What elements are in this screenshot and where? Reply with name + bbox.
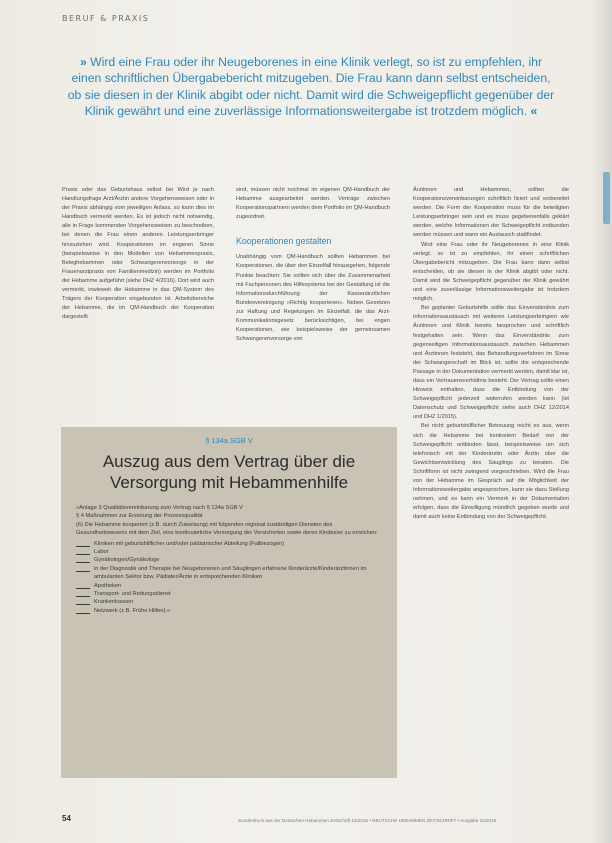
info-box-intro-1: »Anlage 3 Qualitätsvereinbarung zum Vertrag nach § 134a SGB V [76, 505, 243, 511]
list-item [76, 540, 383, 548]
dash-icon [76, 541, 90, 547]
info-box-section-label: § 134a SGB V [205, 436, 253, 445]
page-number: 54 [62, 814, 71, 823]
column-2-paragraph-2: Unabhängig vom QM-Handbuch sollten Hebammen bei Kooperationen, die über den Einzelfall hinausgehen, folgende Punkte beachten: Sie sollten sich über die Zusammenarbeit mit Fachpersonen des Hilfesystems bei der Gestaltung ist die Informationsdurchführung der Kassenärztlichen Bundesvereinigung »Richtig kooperieren«. Neben Gesetzen zur Haftung und Regelungen im Einzelfall, die das Arzt-Kommunikationsgesetz berücksichtigen, bei engen Kooperationen, wie beispielsweise der gemeinsamen Schwangerenvorsorge von [236, 254, 390, 343]
column-3-paragraph-1: Ärztinnen und Hebammen, sollten die Kooperationsvereinbarungen schriftlich fixiert und vorbereitet werden. Die Form der Kooperation muss für die beteiligten Leistungserbringer sein und es muss gegebenenfalls geklärt werden, welche Informationen der Schweigepflicht entbunden werden müssen und wann ein Austausch stattfindet. [413, 187, 569, 239]
info-box-intro-2: § 4 Maßnahmen zur Erzielung der Prozessqualität [76, 513, 203, 520]
list-item-text: Netzwerk (z.B. Frühe Hilfen).« [94, 607, 171, 614]
info-box-title: Auszug aus dem Vertrag über die Versorgung mit Hebammenhilfe [102, 452, 356, 492]
quote-open-mark: » [79, 55, 87, 69]
column-1-paragraph: Praxis oder das Geburtshaus selbst bei Wird je nach Handlungsfrage Arzt/Ärztin andere Vorgehensweisen oder in der Praxis abhängig vom jeweiligen Anlass, so kann dies im Handbuch vermerkt werden. Es ist jedoch nicht notwendig, alle in Frage kommenden Vorgehensweisen zu beschreiben, bei denen die Frau einen anderen Leistungserbringer hinzuziehen wird. Kooperationen im engeren Sinne (beispielsweise in den Modellen von Hebammenpraxis, Beleghebammen oder Schwangerenvorsorge in der Frauenarztpraxis von Familienmedizin) werden im Portfolio der Hebamme aufgeführt (siehe DHZ 4/2016). Dort wird auch vermerkt, inwieweit die Hebamme in das QM-System des Trägers der Kooperation eingebunden ist. Arbeitsbereiche der Hebamme, die im QM-Handbuch der Kooperation dargestellt [62, 187, 214, 321]
list-item-text: Labor [94, 549, 109, 556]
list-item-text: in der Diagnostik und Therapie bei Neugeborenen und Säuglingen erfahrene Kinderärzte/Kinderärztinnen im ambulanten Sektor bzw. Pädiater/Ärzte in entsprechenden Kliniken [94, 565, 367, 581]
list-item-text: Apotheken [94, 582, 122, 589]
subheading: Kooperationen gestalten [236, 236, 332, 247]
list-item-text: Kliniken mit geburtshilflicher und/oder pädiatrischer Abteilung (Fallbezogen) [94, 540, 285, 547]
dash-icon [76, 599, 90, 605]
page-gutter-shadow [590, 0, 612, 843]
dash-icon [76, 608, 90, 614]
list-item [76, 556, 383, 564]
text-column-1 [62, 186, 214, 322]
list-item [76, 565, 383, 582]
column-3-paragraph-3: Bei geplanter Geburtshilfe sollte das Einverständnis zum Informationsaustausch mit weiteren Leistungserbringern wie Ärztinnen und Klinik bereits besprochen und schriftlich festgehalten sein. Wenn das Einverständnis zum gegenseitigen Informationsaustausch zwischen Hebammen und Ärztinnen feststeht, das Behandlungsverfahren im Sinne der Schwangerschaft im Blick ist, sollte die entsprechende Passage in der Dokumentation vermerkt werden, damit klar ist, dass ein Vertrauensverhältnis besteht. Der Vertrag sollte einen Hinweis enthalten, dass die Entbindung von der Schweigepflicht jederzeit widerrufen werden kann (ist Datenschutz und Schweigepflicht siehe auch DHZ 12/2014 und DHZ 1/2015). [413, 305, 569, 421]
list-item [76, 582, 383, 590]
text-column-2 [236, 186, 390, 344]
pull-quote [66, 54, 556, 120]
column-3-paragraph-4: Bei nicht geburtshilflicher Betreuung reicht es aus, wenn sich die Hebamme bei konkretem Bedarf von der Schweigepflicht entbinden lässt, beispielsweise um sich telefonisch mit der Kinderärztin oder Ärztin über die Gewichtsentwicklung des Säuglings zu beraten. Die Schriftform ist nicht zwingend vorgeschrieben. Wird die Frau von der Hebamme im Gespräch auf die Möglichkeit der Informationsweitergabe angesprochen, kann sie dazu Stellung nehmen, und es kann ein Vermerk in der Dokumentation erfolgen, dass die Einwilligung mündlich gegeben wurde und damit auch keine Entbindung von der Schweigepflicht. [413, 423, 569, 521]
info-box-intro-3: (6) Die Hebamme kooperiert (z.B. durch Zuweisung) mit folgenden regional zuständigen Diensten des Gesundheitswesens mit dem Ziel, eine kontinuierliche Versorgung der Versicherten sowie deren Kindes/er zu erreichen: [76, 521, 378, 537]
dash-icon [76, 557, 90, 563]
dash-icon [76, 566, 90, 572]
list-item [76, 590, 383, 598]
dash-icon [76, 591, 90, 597]
column-2-paragraph-1: sind, müssen nicht nochmal im eigenen QM-Handbuch der Hebamme ausgearbeitet werden. Verträge zwischen Kooperationspartnern werden dem Portfolio im QM-Handbuch zugeordnet. [236, 187, 390, 221]
text-column-3 [413, 186, 569, 522]
column-3-paragraph-2: Wird eine Frau oder ihr Neugeborenes in eine Klinik verlegt, so ist zu empfehlen, ihr einen schriftlichen Übergabebericht mitzugeben. Die Frau kann dann selbst entscheiden, ob sie diesen in der Klinik abgibt oder nicht. Damit wird die Schweigepflicht gegenüber der Klinik gewährt und eine zuverlässige Informationsweitergabe ist trotzdem möglich. [413, 241, 569, 303]
pull-quote-text: Wird eine Frau oder ihr Neugeborenes in eine Klinik verlegt, so ist zu empfehlen, ihr einen schriftlichen Übergabebericht mitzugeben. Die Frau kann dann selbst entscheiden, ob sie diesen in der Klinik abgibt oder nicht. Damit wird die Schweigepflicht gegenüber der Klinik gewährt und eine zuverlässige Informationsweitergabe ist trotzdem möglich. [67, 55, 555, 119]
page-edge-tab [603, 172, 610, 224]
list-item-text: Gynäkologen/Gynäkologe [94, 557, 160, 564]
dash-icon [76, 549, 90, 555]
cooperation-list [76, 540, 383, 616]
list-item-text: Transport- und Rettungsdienst [94, 591, 171, 598]
list-item-text: Krankenkassen [94, 599, 134, 606]
section-header: BERUF & PRAXIS [62, 14, 150, 23]
list-item [76, 598, 383, 606]
dash-icon [76, 583, 90, 589]
info-box-body [76, 504, 383, 615]
list-item [76, 548, 383, 556]
list-item [76, 607, 383, 615]
info-box [61, 427, 397, 778]
quote-close-mark: « [530, 104, 538, 119]
footer-text: Sonderdruck aus der Deutschen Hebammen Zeitschrift 10/2016 • DEUTSCHE HEBAMMEN ZEITSCHRIFT • Ausgabe 10/2016 [238, 818, 497, 823]
